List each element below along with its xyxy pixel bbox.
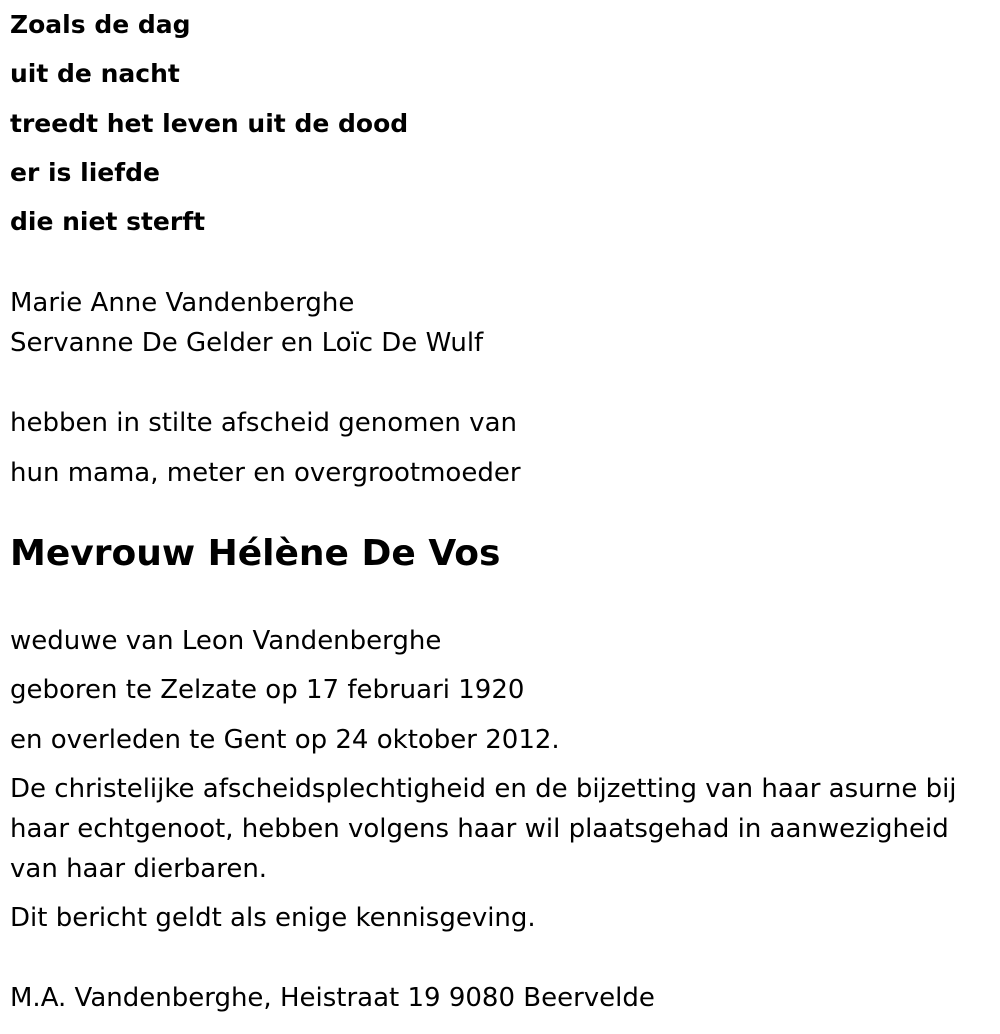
poem-line-3: treedt het leven uit de dood	[10, 109, 409, 138]
ceremony-line-2: haar echtgenoot, hebben volgens haar wil plaatsgehad in aanwezigheid	[10, 814, 949, 844]
deceased-name: Mevrouw Hélène De Vos	[10, 533, 501, 574]
poem-line-1: Zoals de dag	[10, 10, 191, 39]
poem-line-5: die niet sterft	[10, 207, 206, 236]
detail-line-1: weduwe van Leon Vandenberghe	[10, 626, 442, 656]
detail-line-3: en overleden te Gent op 24 oktober 2012.	[10, 725, 560, 755]
family-line-2: Servanne De Gelder en Loïc De Wulf	[10, 328, 484, 358]
ceremony-line-3: van haar dierbaren.	[10, 854, 268, 884]
poem-line-2: uit de nacht	[10, 59, 180, 88]
detail-line-2: geboren te Zelzate op 17 februari 1920	[10, 675, 525, 705]
contact-address: M.A. Vandenberghe, Heistraat 19 9080 Beervelde	[10, 983, 655, 1013]
poem-line-4: er is liefde	[10, 158, 160, 187]
family-line-1: Marie Anne Vandenberghe	[10, 288, 355, 318]
ceremony-line-1: De christelijke afscheidsplechtigheid en de bijzetting van haar asurne bij	[10, 774, 957, 804]
notice-text: Dit bericht geldt als enige kennisgeving.	[10, 903, 536, 933]
farewell-line-1: hebben in stilte afscheid genomen van	[10, 408, 517, 438]
farewell-line-2: hun mama, meter en overgrootmoeder	[10, 458, 521, 488]
